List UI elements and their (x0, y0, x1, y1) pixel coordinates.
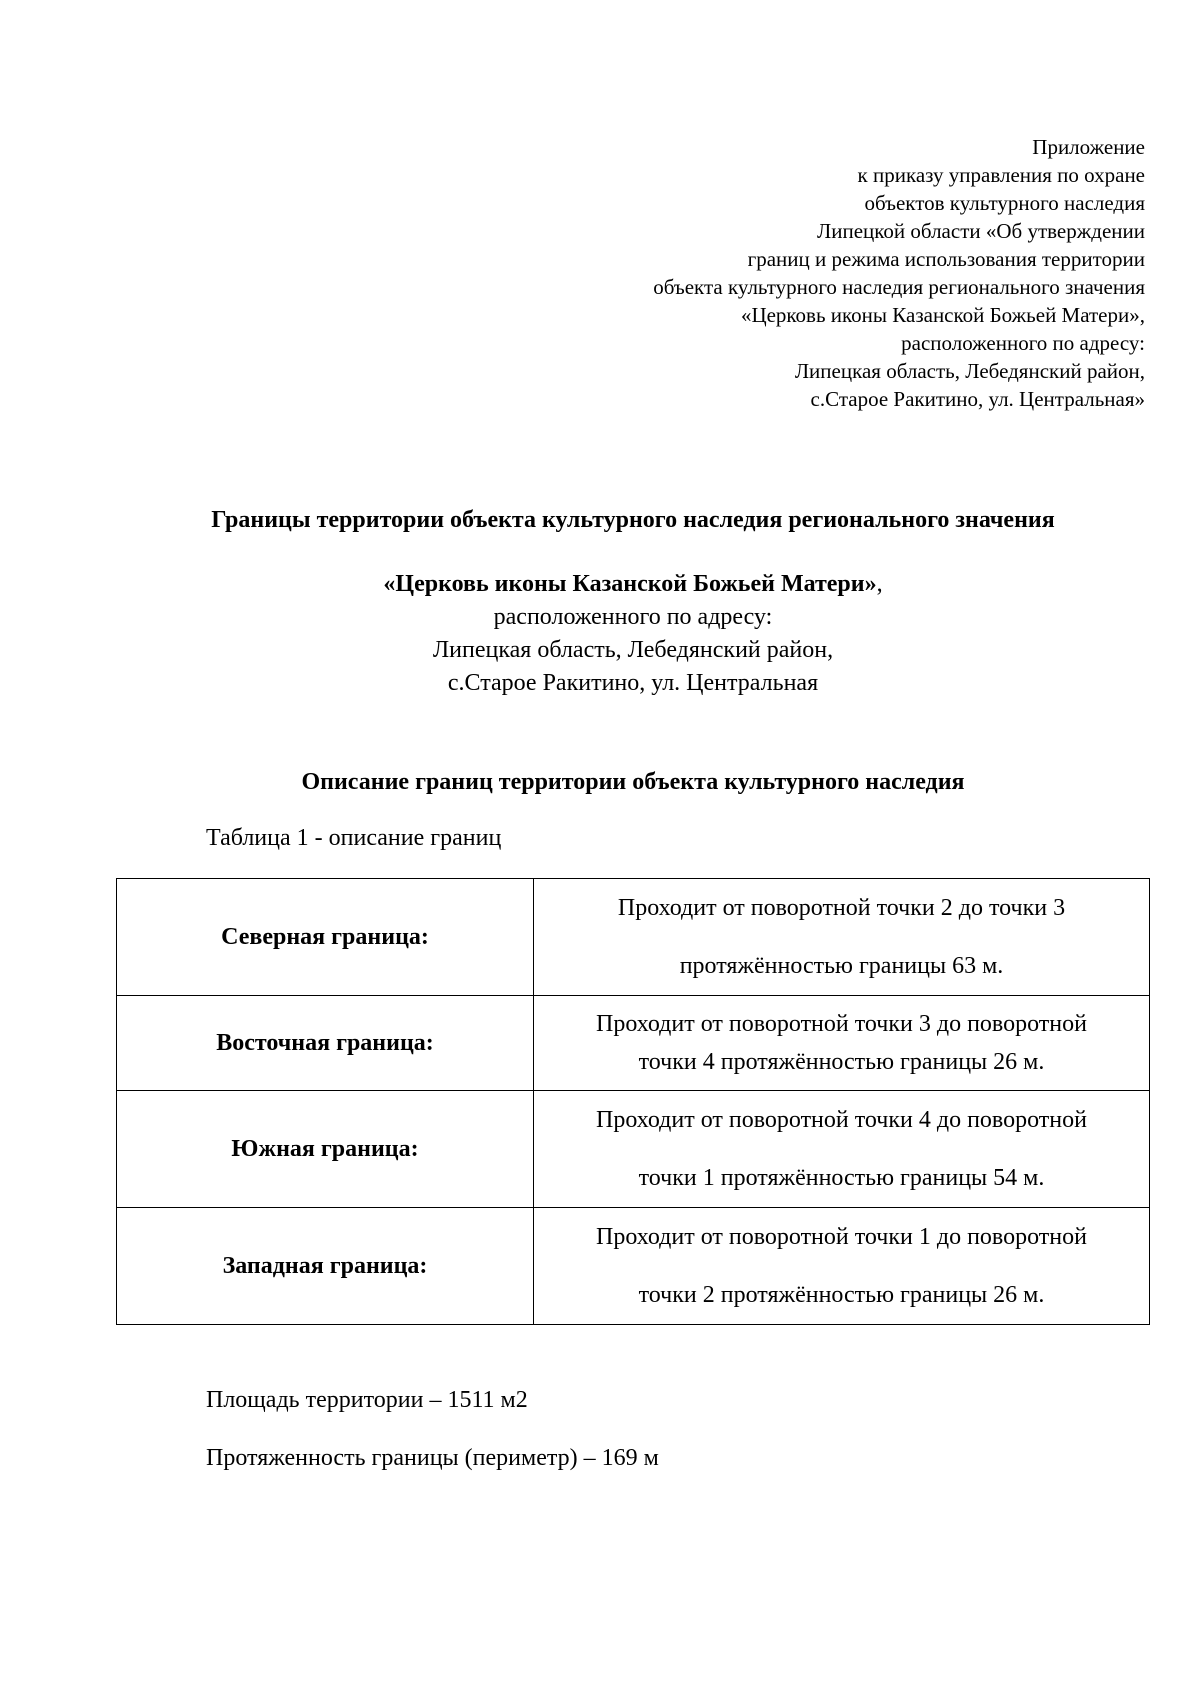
boundary-side: Восточная граница: (117, 996, 534, 1091)
boundary-side: Северная граница: (117, 879, 534, 996)
appendix-line: Липецкой области «Об утверждении (817, 219, 1145, 243)
boundary-description (534, 996, 1150, 1091)
object-name-line (116, 568, 1150, 601)
boundary-description-line1: Проходит от поворотной точки 2 до точки 3 (617, 895, 1066, 921)
boundary-perimeter: Протяженность границы (периметр) – 169 м (206, 1445, 659, 1471)
boundary-side: Южная граница: (117, 1091, 534, 1208)
appendix-line: с.Старое Ракитино, ул. Центральная» (810, 387, 1145, 411)
boundary-description-line2: точки 2 протяжённостью границы 26 м. (638, 1282, 1045, 1308)
appendix-line: Липецкая область, Лебедянский район, (794, 359, 1145, 383)
table-row (117, 1091, 1150, 1208)
object-address-line1: Липецкая область, Лебедянский район, (432, 637, 834, 663)
appendix-line: объектов культурного наследия (864, 191, 1145, 215)
boundary-description-line1: Проходит от поворотной точки 4 до поворотной (596, 1107, 1087, 1133)
appendix-line: «Церковь иконы Казанской Божьей Матери», (740, 303, 1145, 327)
territory-area: Площадь территории – 1511 м2 (206, 1387, 528, 1413)
boundary-description-line2: точки 1 протяжённостью границы 54 м. (638, 1165, 1045, 1191)
object-name: «Церковь иконы Казанской Божьей Матери» (383, 571, 877, 597)
table-row (117, 996, 1150, 1091)
table-row (117, 879, 1150, 996)
object-address-intro: расположенного по адресу: (493, 604, 773, 630)
table-row (117, 1208, 1150, 1325)
appendix-line: Приложение (1032, 135, 1145, 159)
object-address-line2: с.Старое Ракитино, ул. Центральная (447, 670, 819, 696)
boundary-description-line1: Проходит от поворотной точки 3 до поворотной (596, 1011, 1087, 1037)
boundary-description-line2: точки 4 протяжённостью границы 26 м. (638, 1049, 1045, 1075)
boundary-description (534, 1208, 1150, 1325)
boundary-description (534, 1091, 1150, 1208)
boundary-description (534, 879, 1150, 996)
appendix-header (525, 133, 1145, 413)
object-name-comma: , (876, 571, 883, 597)
description-title: Описание границ территории объекта культурного наследия (301, 769, 965, 795)
appendix-line: к приказу управления по охране (857, 163, 1145, 187)
table-caption: Таблица 1 - описание границ (206, 825, 502, 851)
boundary-description-line2: протяжённостью границы 63 м. (679, 953, 1004, 979)
document-title: Границы территории объекта культурного наследия регионального значения (211, 507, 1055, 533)
boundaries-table (116, 878, 1150, 1325)
appendix-line: расположенного по адресу: (901, 331, 1145, 355)
appendix-line: объекта культурного наследия регионального значения (653, 275, 1145, 299)
boundary-side: Западная граница: (117, 1208, 534, 1325)
boundary-description-line1: Проходит от поворотной точки 1 до поворотной (596, 1224, 1087, 1250)
appendix-line: границ и режима использования территории (747, 247, 1145, 271)
object-info (116, 568, 1150, 700)
